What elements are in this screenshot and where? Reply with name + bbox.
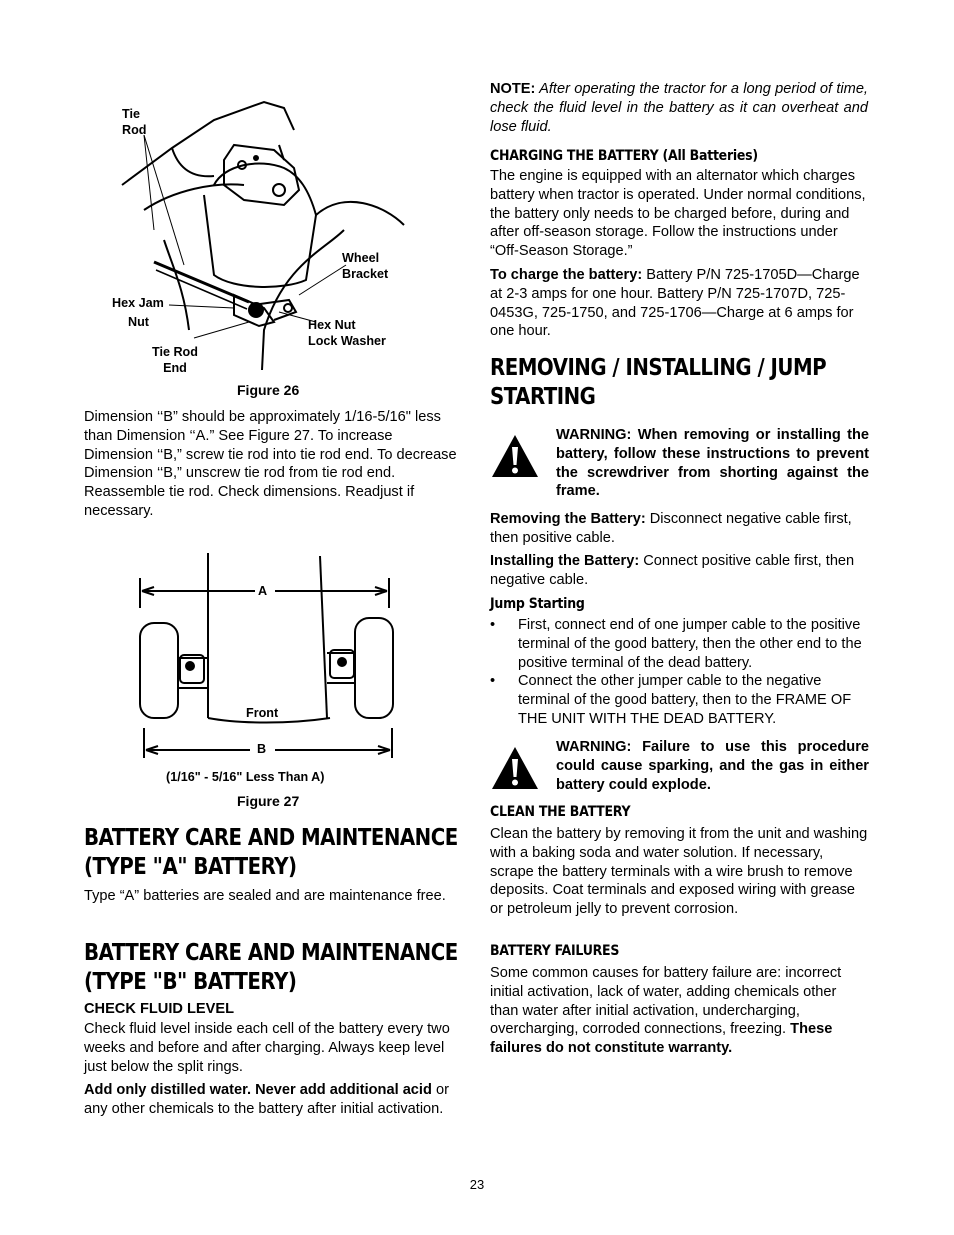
- label-front: Front: [246, 706, 279, 720]
- note-paragraph: [490, 80, 868, 136]
- label-a: A: [258, 584, 268, 598]
- installing-paragraph: [490, 552, 868, 590]
- label-hex-jam: Hex Jam: [112, 296, 164, 310]
- removing-bold: Removing the Battery:: [490, 511, 646, 527]
- failures-text: Some common causes for battery failure are: incorrect initial activation, lack of water, adding chemicals other than water after initial activation, undercharging, overcharging, corroded connections, freezing.: [490, 965, 842, 1038]
- check-fluid-wrap: [84, 1020, 462, 1076]
- figure-26: [84, 90, 464, 380]
- type-a-heading: BATTERY CARE AND MAINTENANCE (TYPE "A" BATTERY): [84, 825, 458, 880]
- figure-27: [130, 548, 410, 778]
- warning-1-text: WARNING: When removing or installing the battery, follow these instructions to prevent the screwdriver from shorting against the frame.: [556, 427, 869, 500]
- bullet-item-1: [490, 616, 870, 676]
- to-charge-rest: Battery P/N 725-1705D—Charge at 2-3 amps for one hour. Battery P/N 725-1707D, 725-0453G, 725-1750, and 725-1706—Charge at 6 amps for one hour.: [490, 267, 860, 340]
- failures-bold: These failures do not constitute warranty.: [490, 1021, 833, 1057]
- failures-wrap: [490, 964, 868, 1058]
- installing-bold: Installing the Battery:: [490, 553, 640, 569]
- label-tie-rod: Tie Rod: [122, 107, 147, 137]
- removing-paragraph: [490, 510, 868, 548]
- figure-27-caption: Figure 27: [237, 793, 300, 809]
- label-nut: Nut: [128, 315, 149, 329]
- to-charge-paragraph: [490, 266, 868, 341]
- to-charge-wrap: [490, 266, 868, 341]
- type-a-text: Type “A” batteries are sealed and are maintenance free.: [84, 888, 446, 904]
- distilled-paragraph: [84, 1081, 462, 1119]
- failures-heading: BATTERY FAILURES: [490, 942, 620, 959]
- label-tie-rod-end: Tie Rod End: [152, 345, 198, 375]
- check-fluid-text: Check fluid level inside each cell of the battery every two weeks and before and after charging. Always keep level just below the split rings.: [84, 1021, 450, 1075]
- charging-text: The engine is equipped with an alternator which charges battery when tractor is operated. Under normal conditions, the battery only needs to be charged before, during and after off-season storage. Follow the instructions under “Off-Season Storage.”: [490, 168, 866, 260]
- bullet-text-1: First, connect end of one jumper cable to the positive terminal of the good battery, then the other end to the positive terminal of the dead battery.: [518, 617, 862, 671]
- bullet-dot: •: [490, 673, 496, 689]
- figure-27-note: (1/16" - 5/16" Less Than A): [166, 770, 325, 784]
- distilled-rest: or any other chemicals to the battery after initial activation.: [84, 1082, 449, 1117]
- dimension-paragraph: Dimension ‘‘B” should be approximately 1/16-5/16" less than Dimension ‘‘A.” See Figure 27. To increase Dimension ‘‘B,” screw tie rod into tie rod end. To decrease Dimension ‘‘B,” unscrew tie rod from tie rod end. Reassemble tie rod. Check dimensions. Readjust if necessary.: [84, 409, 457, 519]
- type-b-heading: BATTERY CARE AND MAINTENANCE (TYPE "B" BATTERY): [84, 940, 458, 995]
- distilled-wrap: [84, 1081, 462, 1119]
- dimension-paragraph-wrap: [84, 408, 462, 521]
- installing-rest: Connect positive cable first, then negative cable.: [490, 553, 855, 588]
- distilled-bold: Add only distilled water. Never add additional acid: [84, 1082, 432, 1098]
- warning-2-text: WARNING: Failure to use this procedure could cause sparking, and the gas in either battery could explode.: [556, 739, 869, 793]
- check-fluid-heading: CHECK FLUID LEVEL: [84, 1001, 234, 1017]
- label-hex-nut-lock-washer: Hex Nut Lock Washer: [308, 318, 386, 348]
- to-charge-bold: To charge the battery:: [490, 267, 643, 283]
- clean-wrap: [490, 825, 868, 919]
- removing-heading: REMOVING / INSTALLING / JUMP STARTING: [490, 355, 827, 410]
- warning-icon: [490, 433, 540, 479]
- bullet-dot: •: [490, 617, 496, 633]
- note-wrap: [490, 80, 868, 136]
- page-number: 23: [469, 1177, 485, 1192]
- removing-rest: Disconnect negative cable first, then positive cable.: [490, 511, 852, 546]
- charging-wrap: [490, 167, 868, 261]
- charging-heading: CHARGING THE BATTERY (All Batteries): [490, 147, 758, 164]
- clean-heading: CLEAN THE BATTERY: [490, 803, 631, 820]
- figure-27-drawing: [130, 548, 410, 778]
- jump-starting-heading: Jump Starting: [490, 595, 585, 612]
- type-a-text-wrap: [84, 887, 462, 906]
- bullet-item-2: [490, 672, 870, 732]
- note-text: After operating the tractor for a long period of time, check the fluid level in the battery as it can overheat and lose fluid.: [490, 81, 868, 135]
- label-b: B: [257, 742, 267, 756]
- label-wheel-bracket: Wheel Bracket: [342, 251, 389, 281]
- clean-text: Clean the battery by removing it from the unit and washing with a baking soda and water solution. If necessary, scrape the battery terminals with a wire brush to remove deposits. Coat terminals and exposed wiring with grease or petroleum jelly to prevent corrosion.: [490, 826, 868, 918]
- warning-icon: [490, 745, 540, 791]
- failures-paragraph: [490, 964, 868, 1058]
- note-label: NOTE:: [490, 81, 536, 97]
- bullet-text-2: Connect the other jumper cable to the negative terminal of the good battery, then to the FRAME OF THE UNIT WITH THE DEAD BATTERY.: [518, 673, 852, 727]
- installing-wrap: [490, 552, 868, 590]
- removing-wrap: [490, 510, 868, 548]
- figure-26-caption: Figure 26: [237, 382, 300, 398]
